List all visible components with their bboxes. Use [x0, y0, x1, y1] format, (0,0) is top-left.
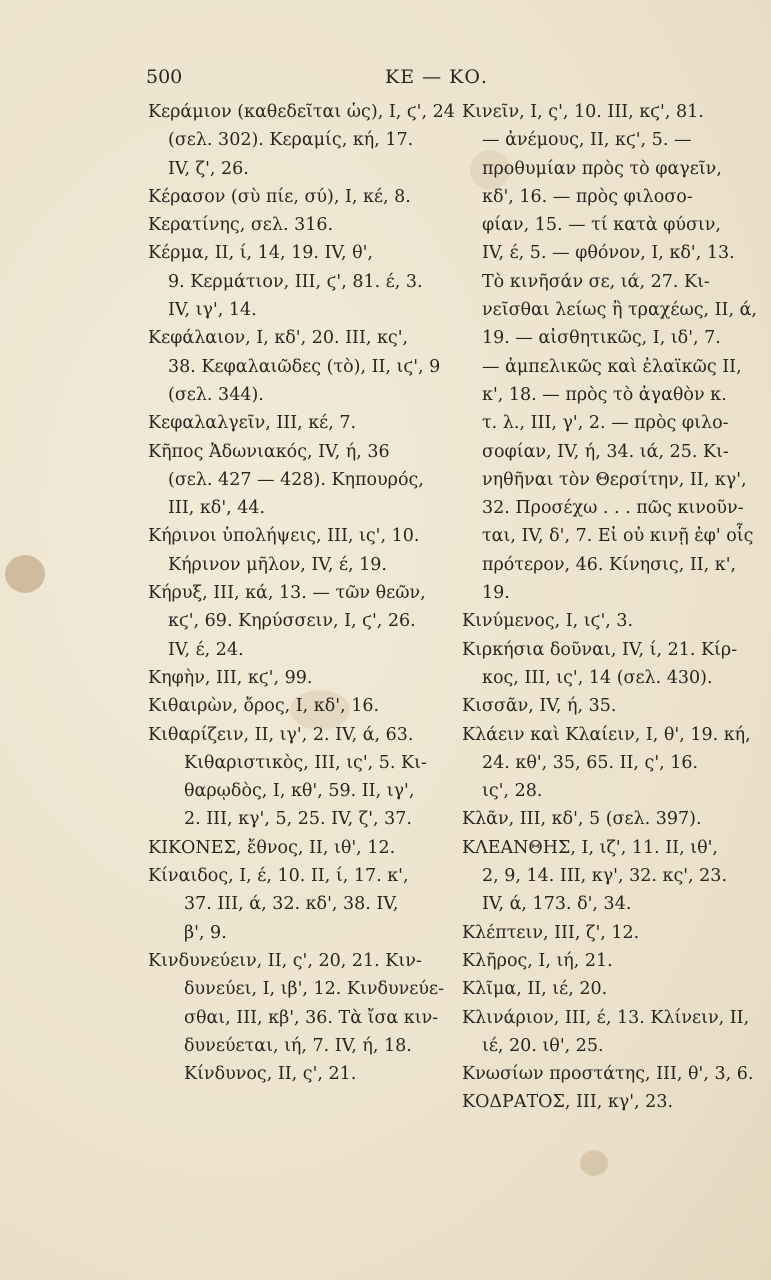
index-entry-line: 38. Κεφαλαιῶδες (τὸ), II, ιϛ', 9: [168, 356, 441, 377]
index-entry-line: Κήρυξ, III, κά, 13. — τῶν θεῶν,: [148, 583, 426, 604]
index-entry-line: Κιθαιρὼν, ὄρος, I, κδ', 16.: [148, 696, 380, 717]
index-entry-line: Κέρασον (σὺ πίε, σύ), I, κέ, 8.: [148, 186, 411, 207]
index-entry-line: Κινύμενος, I, ιϛ', 3.: [462, 611, 634, 632]
index-entry-line: 37. III, ά, 32. κδ', 38. IV,: [184, 894, 399, 915]
running-head: ΚΕ — ΚΟ.: [385, 66, 488, 88]
index-entry-line: 32. Προσέχω . . . πῶς κινοῦν-: [482, 498, 744, 519]
index-entry-line: (σελ. 427 — 428). Κηπουρός,: [168, 469, 424, 490]
index-column-right: [462, 98, 757, 1117]
index-column-left: [148, 98, 455, 1088]
paper-stain: [5, 555, 45, 593]
paper-stain: [580, 1150, 608, 1176]
index-entry-line: Κλῆρος, I, ιή, 21.: [462, 950, 613, 971]
index-entry-line: Κεφαλαλγεῖν, III, κέ, 7.: [148, 413, 357, 434]
index-entry-line: IV, ζ', 26.: [168, 158, 249, 179]
index-entry-line: 19. — αἰσθητικῶς, I, ιδ', 7.: [482, 328, 721, 349]
index-entry-line: Κνωσίων προστάτης, III, θ', 3, 6.: [462, 1064, 754, 1085]
index-entry-line: ται, IV, δ', 7. Εἰ οὐ κινῇ ἐφ' οἷς: [482, 526, 754, 547]
index-entry-line: (σελ. 344).: [168, 384, 264, 405]
index-entry-line: IV, έ, 5. — φθόνον, I, κδ', 13.: [482, 243, 735, 264]
index-entry-line: σθαι, III, κβ', 36. Τὰ ἴσα κιν-: [184, 1007, 439, 1028]
index-entry-line: ΚΙΚΟΝΕΣ, ἔθνος, II, ιθ', 12.: [148, 837, 396, 858]
index-entry-line: — ἀνέμους, II, κϛ', 5. —: [482, 130, 692, 151]
index-entry-line: Κλᾶν, III, κδ', 5 (σελ. 397).: [462, 809, 702, 830]
page-number: 500: [146, 66, 183, 88]
index-entry-line: πρότερον, 46. Κίνησις, II, κ',: [482, 554, 737, 575]
index-entry-line: Κλῖμα, II, ιέ, 20.: [462, 979, 608, 1000]
index-entry-line: Κήρινοι ὑπολήψεις, III, ις', 10.: [148, 526, 420, 547]
index-entry-line: III, κδ', 44.: [168, 498, 266, 519]
index-entry-line: Κεφάλαιον, I, κδ', 20. III, κς',: [148, 328, 409, 349]
index-entry-line: IV, έ, 24.: [168, 639, 244, 660]
index-entry-line: τ. λ., III, γ', 2. — πρὸς φιλο-: [482, 413, 729, 434]
index-entry-line: δυνεύεται, ιή, 7. IV, ή, 18.: [184, 1035, 412, 1056]
index-entry-line: φίαν, 15. — τί κατὰ φύσιν,: [482, 215, 721, 236]
index-entry-line: κδ', 16. — πρὸς φιλοσο-: [482, 186, 693, 207]
index-entry-line: Κιθαριστικὸς, III, ις', 5. Κι-: [184, 752, 427, 773]
index-entry-line: Κλάειν καὶ Κλαίειν, I, θ', 19. κή,: [462, 724, 751, 745]
index-entry-line: Κλινάριον, III, έ, 13. Κλίνειν, II,: [462, 1007, 750, 1028]
index-entry-line: 24. κθ', 35, 65. II, ς', 16.: [482, 752, 699, 773]
index-entry-line: θαρῳδὸς, I, κθ', 59. II, ιγ',: [184, 781, 415, 802]
index-entry-line: Κερατίνης, σελ. 316.: [148, 215, 334, 236]
page-header: [0, 66, 771, 96]
index-entry-line: κ', 18. — πρὸς τὸ ἀγαθὸν κ.: [482, 384, 727, 405]
index-entry-line: ιέ, 20. ιθ', 25.: [482, 1035, 604, 1056]
index-entry-line: Κήρινον μῆλον, IV, έ, 19.: [168, 554, 387, 575]
index-entry-line: προθυμίαν πρὸς τὸ φαγεῖν,: [482, 158, 722, 179]
index-entry-line: IV, ιγ', 14.: [168, 300, 257, 321]
index-entry-line: Κινεῖν, I, ς', 10. III, κϛ', 81.: [462, 102, 704, 122]
index-entry-line: Τὸ κινῆσάν σε, ιά, 27. Κι-: [482, 271, 710, 292]
index-entry-line: κϛ', 69. Κηρύσσειν, I, ϛ', 26.: [168, 611, 416, 632]
index-entry-line: ΚΟΔΡΑΤΟΣ, III, κγ', 23.: [462, 1092, 674, 1113]
index-entry-line: κος, III, ις', 14 (σελ. 430).: [482, 667, 713, 688]
index-entry-line: (σελ. 302). Κεραμίς, κή, 17.: [168, 130, 414, 151]
index-entry-line: Κινδυνεύειν, II, ς', 20, 21. Κιν-: [148, 950, 422, 971]
index-entry-line: Κιρκήσια δοῦναι, IV, ί, 21. Κίρ-: [462, 639, 738, 660]
index-entry-line: ΚΛΕΑΝΘΗΣ, I, ιζ', 11. II, ιθ',: [462, 837, 718, 858]
index-entry-line: 2, 9, 14. III, κγ', 32. κς', 23.: [482, 866, 728, 887]
index-entry-line: Κλέπτειν, III, ζ', 12.: [462, 922, 640, 943]
index-entry-line: 19.: [482, 583, 510, 604]
index-entry-line: Κέρμα, II, ί, 14, 19. IV, θ',: [148, 243, 373, 264]
index-entry-line: β', 9.: [184, 922, 227, 943]
index-entry-line: 2. III, κγ', 5, 25. IV, ζ', 37.: [184, 809, 412, 830]
index-entry-line: — ἀμπελικῶς καὶ ἐλαϊκῶς II,: [482, 356, 742, 377]
index-entry-line: νηθῆναι τὸν Θερσίτην, II, κγ',: [482, 469, 747, 490]
index-entry-line: IV, ά, 173. δ', 34.: [482, 894, 632, 915]
index-entry-line: Κίναιδος, I, έ, 10. II, ί, 17. κ',: [148, 866, 409, 887]
index-entry-line: Κῆπος Ἀδωνιακός, IV, ή, 36: [148, 441, 390, 462]
index-entry-line: σοφίαν, IV, ή, 34. ιά, 25. Κι-: [482, 441, 729, 462]
index-entry-line: ις', 28.: [482, 781, 543, 802]
index-entry-line: δυνεύει, I, ιβ', 12. Κινδυνεύε-: [184, 979, 444, 1000]
index-entry-line: νεῖσθαι λείως ἢ τραχέως, II, ά,: [482, 300, 757, 321]
index-entry-line: Κίνδυνος, II, ς', 21.: [184, 1064, 357, 1085]
index-entry-line: Κιθαρίζειν, II, ιγ', 2. IV, ά, 63.: [148, 724, 414, 745]
index-entry-line: Κισσᾶν, IV, ή, 35.: [462, 696, 617, 717]
index-entry-line: Κεράμιον (καθεδεῖται ὡς), I, ϛ', 24: [148, 102, 455, 122]
index-entry-line: Κηφὴν, III, κϛ', 99.: [148, 667, 313, 688]
index-entry-line: 9. Κερμάτιον, III, ϛ', 81. έ, 3.: [168, 271, 423, 292]
